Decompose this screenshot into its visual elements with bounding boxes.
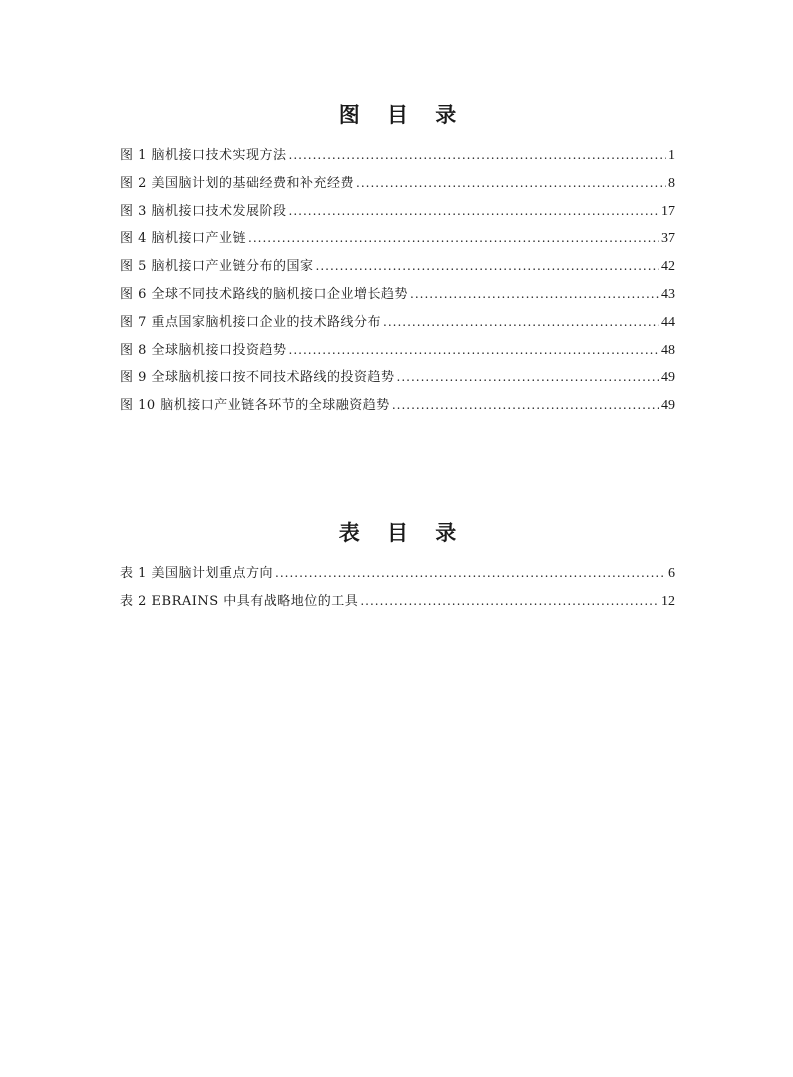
- toc-leader-dots: [410, 287, 659, 301]
- toc-entry[interactable]: [120, 311, 675, 339]
- toc-leader-dots: [316, 259, 659, 273]
- toc-leader-dots: [275, 566, 666, 580]
- toc-entry-page: 44: [661, 314, 675, 330]
- toc-leader-dots: [289, 343, 659, 357]
- toc-entry-page: 37: [661, 231, 675, 247]
- toc-entry-label: 图 4 脑机接口产业链: [120, 231, 247, 247]
- toc-leader-dots: [289, 204, 659, 218]
- toc-leader-dots: [289, 148, 666, 162]
- toc-leader-dots: [248, 231, 659, 245]
- toc-entry-label: 图 1 脑机接口技术实现方法: [120, 148, 287, 163]
- toc-entry-page: 43: [661, 286, 675, 302]
- toc-entry[interactable]: [120, 590, 675, 618]
- toc-entry[interactable]: [120, 366, 675, 394]
- toc-leader-dots: [383, 315, 659, 329]
- toc-entry[interactable]: [120, 200, 675, 228]
- toc-entry[interactable]: [120, 394, 675, 422]
- table-list-heading: 表 目 录: [338, 521, 467, 545]
- toc-entry[interactable]: [120, 227, 675, 255]
- toc-entry-page: 49: [661, 370, 675, 386]
- toc-entry-label: 图 2 美国脑计划的基础经费和补充经费: [120, 175, 355, 191]
- figure-list-heading: 图 目 录: [338, 103, 467, 127]
- table-list-section: [120, 518, 675, 618]
- toc-entry-label: 图 5 脑机接口产业链分布的国家: [120, 259, 314, 275]
- toc-entry-label: 图 6 全球不同技术路线的脑机接口企业增长趋势: [120, 286, 409, 302]
- toc-leader-dots: [356, 176, 666, 190]
- toc-entry-page: 49: [661, 398, 675, 414]
- toc-entry[interactable]: [120, 144, 675, 172]
- toc-entry-label: 表 1 美国脑计划重点方向: [120, 566, 274, 581]
- toc-entry-page: 8: [668, 175, 675, 191]
- toc-leader-dots: [397, 370, 659, 384]
- toc-entry-label: 图 9 全球脑机接口按不同技术路线的投资趋势: [120, 370, 395, 386]
- figure-list-section: [120, 100, 675, 422]
- toc-entry-label: 图 3 脑机接口技术发展阶段: [120, 203, 287, 219]
- toc-entry[interactable]: [120, 339, 675, 367]
- toc-entry-page: 17: [661, 203, 675, 219]
- toc-entry[interactable]: [120, 172, 675, 200]
- toc-entry-label: 图 8 全球脑机接口投资趋势: [120, 342, 287, 358]
- toc-entry-page: 12: [661, 593, 675, 609]
- figure-toc-list: [120, 144, 675, 422]
- toc-entry-page: 48: [661, 342, 675, 358]
- toc-entry[interactable]: [120, 283, 675, 311]
- toc-entry-label: 图 7 重点国家脑机接口企业的技术路线分布: [120, 314, 382, 330]
- toc-entry-label: 图 10 脑机接口产业链各环节的全球融资趋势: [120, 398, 390, 414]
- toc-leader-dots: [392, 398, 659, 412]
- toc-entry-page: 6: [668, 566, 675, 581]
- toc-entry-label: 表 2 EBRAINS 中具有战略地位的工具: [120, 593, 359, 609]
- toc-entry-page: 1: [668, 148, 675, 163]
- toc-entry[interactable]: [120, 255, 675, 283]
- toc-entry-page: 42: [661, 259, 675, 275]
- toc-entry[interactable]: [120, 562, 675, 590]
- table-toc-list: [120, 562, 675, 618]
- toc-leader-dots: [360, 594, 659, 608]
